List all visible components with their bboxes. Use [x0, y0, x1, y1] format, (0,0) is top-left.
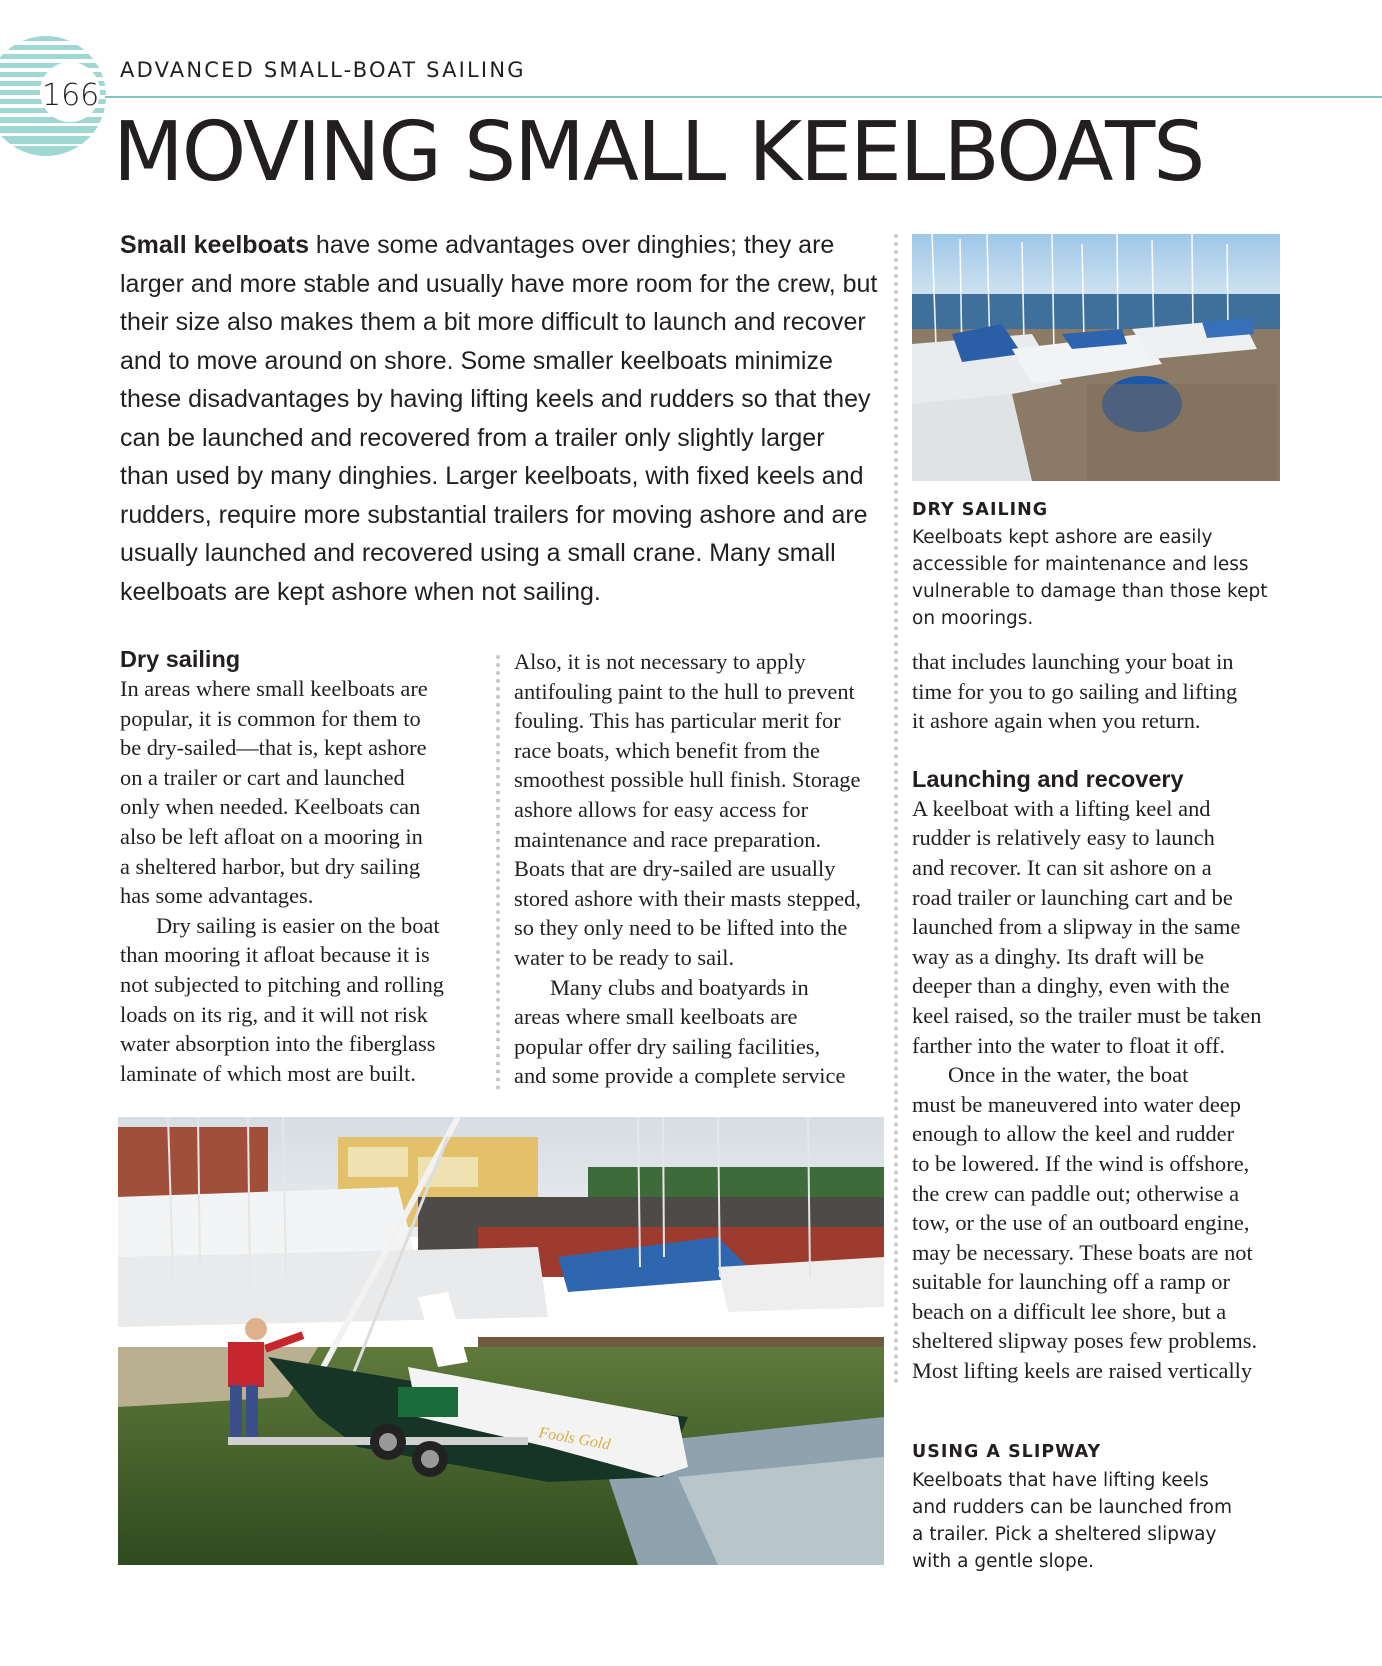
dry-sailing-caption-title: DRY SAILING [912, 500, 1049, 520]
col1-line: not subjected to pitching and rolling [120, 971, 444, 997]
col3-line: enough to allow the keel and rudder [912, 1121, 1235, 1147]
col3-line: time for you to go sailing and lifting [912, 678, 1238, 704]
col3-line: launched from a slipway in the same [912, 914, 1241, 940]
intro-paragraph [120, 226, 880, 611]
col2-line: antifouling paint to the hull to prevent [514, 678, 855, 704]
col1-line: Dry sailing is easier on the boat [156, 912, 440, 938]
col3-line: road trailer or launching cart and be [912, 884, 1233, 910]
col2-line: smoothest possible hull finish. Storage [514, 767, 861, 793]
col3-line: must be maneuvered into water deep [912, 1091, 1241, 1117]
col2-line: fouling. This has particular merit for [514, 708, 841, 734]
column-divider-middle [496, 655, 500, 1090]
col3-line: that includes launching your boat in [912, 649, 1234, 674]
col3-line: way as a dinghy. Its draft will be [912, 943, 1205, 969]
dry-sailing-caption-text: Keelboats kept ashore are easily accessible for maintenance and less vulnerable to damage than those kept on moorings. [912, 527, 1268, 629]
col1-line: than mooring it afloat because it is [120, 942, 430, 968]
col3-line: keel raised, so the trailer must be taken [912, 1002, 1262, 1028]
col2-line: Boats that are dry-sailed are usually [514, 856, 836, 882]
col2-line: popular offer dry sailing facilities, [514, 1033, 821, 1059]
boat-name-label: Fools Gold [537, 1424, 612, 1454]
col2-line: ashore allows for easy access for [514, 796, 809, 822]
col1-line: popular, it is common for them to [120, 705, 421, 731]
intro-lead: Small keelboats [120, 231, 309, 259]
col1-line: only when needed. Keelboats can [120, 794, 421, 820]
col2-line: Also, it is not necessary to apply [514, 649, 806, 674]
col3-line: suitable for launching off a ramp or [912, 1269, 1230, 1295]
col3-line: and recover. It can sit ashore on a [912, 854, 1212, 880]
col3-line: deeper than a dinghy, even with the [912, 973, 1230, 999]
slipway-caption-text: Keelboats that have lifting keels and rudders can be launched from a trailer. Pick a sheltered slipway with a gentle slope. [912, 1470, 1233, 1572]
column-3 [912, 647, 1261, 1386]
col1-line: laminate of which most are built. [120, 1060, 416, 1086]
col3-line: beach on a difficult lee shore, but a [912, 1298, 1227, 1324]
col1-line: on a trailer or cart and launched [120, 764, 405, 790]
col2-line: race boats, which benefit from the [514, 737, 820, 763]
col3-line: farther into the water to float it off. [912, 1032, 1225, 1058]
col2-line: water to be ready to sail. [514, 944, 735, 970]
header-rule [105, 96, 1382, 98]
col3-line: rudder is relatively easy to launch [912, 825, 1215, 851]
page-title: MOVING SMALL KEELBOATS [113, 105, 1204, 200]
column-1 [120, 644, 444, 1088]
column-divider-right [894, 234, 898, 1384]
column-2 [514, 647, 861, 1091]
col3-line: sheltered slipway poses few problems. [912, 1328, 1258, 1354]
col1-line: be dry-sailed—that is, kept ashore [120, 735, 427, 761]
col2-line: Many clubs and boatyards in [550, 974, 809, 1000]
col1-line: water absorption into the fiberglass [120, 1031, 436, 1057]
col1-line: a sheltered harbor, but dry sailing [120, 853, 421, 879]
intro-text: have some advantages over dinghies; they are larger and more stable and usually have more room for the crew, but their size also makes them a bit more difficult to launch and recover and to move around on shore. Some smaller keelboats minimize these disadvantages by having lifting keels and rudders so that they can be launched and recovered from a trailer only slightly larger than used by many dinghies. Larger keelboats, with fixed keels and rudders, require more substantial trailers for moving ashore and are usually launched and recovered using a small crane. Many small keelboats are kept ashore when not sailing. [120, 231, 878, 606]
col2-line: maintenance and race preparation. [514, 826, 822, 852]
col2-line: stored ashore with their masts stepped, [514, 885, 861, 911]
dry-sailing-photo [912, 234, 1280, 481]
col3-line: it ashore again when you return. [912, 708, 1201, 734]
col2-line: areas where small keelboats are [514, 1004, 798, 1030]
col3-line: the crew can paddle out; otherwise a [912, 1180, 1240, 1206]
col3-line: tow, or the use of an outboard engine, [912, 1210, 1250, 1236]
col1-line: In areas where small keelboats are [120, 676, 428, 701]
col3-line: A keelboat with a lifting keel and [912, 795, 1211, 821]
col3-line: may be necessary. These boats are not [912, 1239, 1253, 1265]
col3-line: to be lowered. If the wind is offshore, [912, 1150, 1250, 1176]
col1-line: has some advantages. [120, 883, 314, 909]
page-number: 166 [42, 78, 100, 113]
col1-line: also be left afloat on a mooring in [120, 823, 423, 849]
heading-gap [912, 736, 1261, 764]
col3-line: Once in the water, the boat [948, 1062, 1189, 1088]
slipway-caption-title: USING A SLIPWAY [912, 1442, 1102, 1462]
col1-line: loads on its rig, and it will not risk [120, 1001, 428, 1027]
col3-line: Most lifting keels are raised vertically [912, 1358, 1253, 1384]
launching-recovery-heading: Launching and recovery [912, 765, 1184, 792]
col2-line: so they only need to be lifted into the [514, 915, 848, 941]
section-label: ADVANCED SMALL-BOAT SAILING [120, 58, 526, 82]
col2-line: and some provide a complete service [514, 1063, 846, 1089]
slipway-photo [118, 1117, 884, 1565]
dry-sailing-heading: Dry sailing [120, 646, 241, 672]
